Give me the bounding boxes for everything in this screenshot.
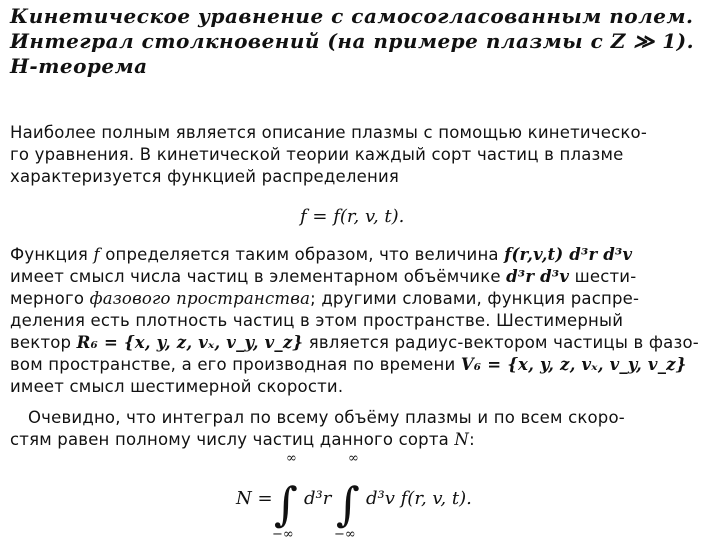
def-line-3 [10,288,710,310]
intro-line-1: Наиболее полным является описание плазмы с помощью кинетическо- [10,123,647,142]
paragraph-intro [10,122,710,188]
norm-n-symbol: N [454,430,470,449]
def-line-6 [10,354,710,376]
integrand: d³v f(r, v, t). [366,488,472,509]
radius-vector-expr: R₆ = {x, y, z, vₓ, v_y, v_z} [76,333,304,352]
def-text-f: ; другими словами, функция распре- [310,289,640,308]
title-line-3: Н-теорема [10,54,148,78]
integral-2-upper: ∞ [348,451,359,466]
def-text-h: является радиус-вектором частицы в фазо- [303,333,699,352]
def-line-4: деления есть плотность частиц в этом пространстве. Шестимерный [10,311,624,330]
def-text-i: вом пространстве, а его производная по времени [10,355,461,374]
integral-1-lower: −∞ [272,527,294,542]
distribution-function-formula: f = f(r, v, t). [300,206,405,227]
differential-r: d³r [304,488,332,509]
def-text-g: вектор [10,333,77,352]
def-line-5 [10,332,710,354]
particle-count-formula-svg [236,448,566,542]
norm-line-1: Очевидно, что интеграл по всему объёму плазмы и по всем скоро- [28,408,625,427]
intro-line-3: характеризуется функцией распределения [10,167,399,186]
phase-space-term: фазового пространства [89,289,311,308]
integral-2-lower: −∞ [334,527,356,542]
velocity-vector-expr: V₆ = {x, y, z, vₓ, v_y, v_z} [460,355,687,374]
slide-title [10,4,710,79]
integral-2-sign: ∫ [336,477,360,531]
particle-count-formula [236,448,566,542]
def-text-d: шести- [569,267,637,286]
def-f-symbol: f [93,245,100,264]
def-text-a: Функция [10,245,94,264]
def-line-7: имеет смысл шестимерной скорости. [10,377,344,396]
title-line-1: Кинетическое уравнение с самосогласованным полем. [10,4,694,28]
def-text-b: определяется таким образом, что величина [99,245,505,264]
def-text-e: мерного [10,289,90,308]
norm-text-a: стям равен полному числу частиц данного сорта [10,430,455,449]
intro-line-2: го уравнения. В кинетической теории каждый сорт частиц в плазме [10,145,624,164]
title-line-2: Интеграл столкновений (на примере плазмы с Z ≫ 1). [10,29,695,53]
paragraph-normalization [10,407,710,451]
formula-lhs: N = [236,488,273,509]
def-volume-expr: d³r d³v [506,267,570,286]
def-line-1 [10,244,710,266]
paragraph-definition [10,244,710,398]
integral-1-sign: ∫ [274,477,298,531]
norm-text-b: : [469,430,475,449]
def-text-c: имеет смысл числа частиц в элементарном объёмчике [10,267,507,286]
def-quantity-expr: f(r,v,t) d³r d³v [504,245,633,264]
def-line-2 [10,266,710,288]
integral-1-upper: ∞ [286,451,297,466]
